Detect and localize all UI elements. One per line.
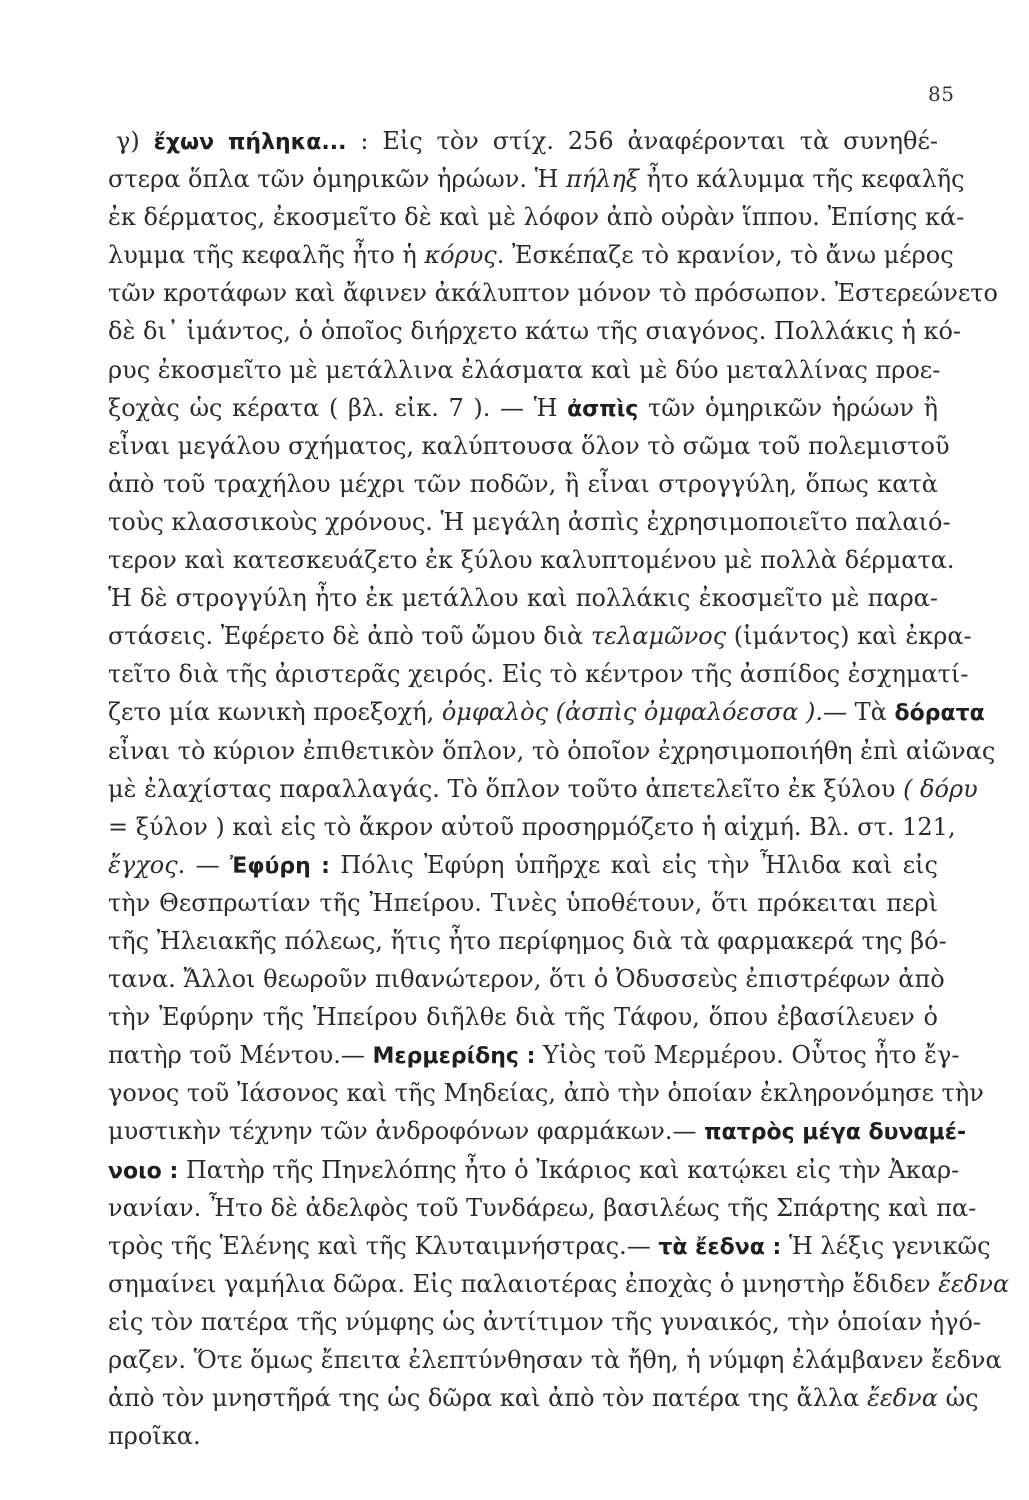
glossary-term: νοιο : xyxy=(108,1158,179,1184)
text-line xyxy=(108,1036,960,1074)
text-line xyxy=(108,541,955,579)
text-segment: = ξύλον ) καὶ εἰς τὸ ἄκρον αὐτοῦ προσηρμόζετο ἡ αἰχμή. Βλ. στ. 121, xyxy=(108,812,956,841)
text-line xyxy=(108,160,965,198)
text-segment: τῶν ὁμηρικῶν ἡρώων ἢ xyxy=(638,393,938,422)
text-segment: τῆς Ἠλειακῆς πόλεως, ἥτις ἦτο περίφημος διὰ τὰ φαρμακερά της βό- xyxy=(108,926,947,955)
italic-word: πήληξ xyxy=(566,165,639,194)
text-segment: δὲ δι᾽ ἱμάντος, ὁ ὁποῖος διήρχετο κάτω τῆς σιαγόνος. Πολλάκις ἡ κό- xyxy=(108,317,962,346)
text-segment: ὡς xyxy=(937,1384,979,1413)
text-line xyxy=(108,465,938,503)
text-segment: . — xyxy=(177,850,230,879)
text-segment: Πόλις Ἐφύρη ὑπῆρχε καὶ εἰς τὴν Ἦλιδα καὶ εἰς xyxy=(329,850,938,879)
text-segment: : Εἰς τὸν στίχ. 256 ἀναφέρονται τὰ συνηθέ- xyxy=(346,127,938,155)
text-line xyxy=(108,1074,984,1112)
text-line xyxy=(108,389,938,427)
text-segment: Ἡ λέξις γενικῶς xyxy=(781,1231,991,1260)
text-segment: ἐκ δέρματος, ἐκοσμεῖτο δὲ καὶ μὲ λόφον ἀπὸ οὐρὰν ἵππου. Ἐπίσης κά- xyxy=(108,203,965,232)
text-line xyxy=(108,122,938,160)
text-segment: πατὴρ τοῦ Μέντου.— xyxy=(108,1041,373,1070)
text-segment: τὴν Ἐφύρην τῆς Ἠπείρου διῆλθε διὰ τῆς Τάφου, ὅπου ἐβασίλευεν ὁ xyxy=(108,1003,938,1032)
text-line xyxy=(108,1417,938,1455)
italic-word: ἔεδνα xyxy=(938,1269,1010,1298)
text-line xyxy=(108,312,962,350)
italic-word: κόρυς xyxy=(424,241,497,270)
text-line xyxy=(108,808,956,846)
text-segment: ζετο μία κωνικὴ προεξοχή, xyxy=(108,698,442,727)
text-segment: ρυς ἐκοσμεῖτο μὲ μετάλλινα ἐλάσματα καὶ μὲ δύο μεταλλίνας προε- xyxy=(108,355,941,384)
text-segment: τὴν Θεσπρωτίαν τῆς Ἠπείρου. Τινὲς ὑποθέτουν, ὅτι πρόκειται περὶ xyxy=(108,888,938,917)
text-segment: εἶναι τὸ κύριον ἐπιθετικὸν ὅπλον, τὸ ὁποῖον ἐχρησιμοποιήθη ἐπὶ αἰῶνας xyxy=(108,736,996,765)
glossary-term: τὰ ἔεδνα : xyxy=(658,1234,782,1260)
text-segment: σημαίνει γαμήλια δῶρα. Εἰς παλαιοτέρας ἐποχὰς ὁ μνηστὴρ ἔδιδεν xyxy=(108,1269,939,1298)
text-segment: (ἱμάντος) καὶ ἐκρα- xyxy=(726,622,972,651)
text-line xyxy=(108,617,972,655)
glossary-term: Ἐφύρη : xyxy=(229,853,330,879)
text-segment: — Τὰ xyxy=(823,698,895,727)
text-line xyxy=(108,770,978,808)
text-line xyxy=(108,274,998,312)
text-line xyxy=(108,922,947,960)
text-segment: τρὸς τῆς Ἑλένης καὶ τῆς Κλυταιμνήστρας.— xyxy=(108,1231,659,1260)
commentary-text xyxy=(108,122,1010,1455)
text-line xyxy=(108,1151,960,1189)
text-line xyxy=(108,960,945,998)
text-segment: γονος τοῦ Ἰάσονος καὶ τῆς Μηδείας, ἀπὸ τὴν ὁποίαν ἐκληρονόμησε τὴν xyxy=(108,1079,984,1108)
text-line xyxy=(108,1189,977,1227)
text-segment: Υἱὸς τοῦ Μερμέρου. Οὗτος ἦτο ἔγ- xyxy=(535,1041,960,1070)
glossary-term: πατρὸς μέγα δυναμέ- xyxy=(704,1120,967,1146)
text-segment: μὲ ἐλαχίστας παραλλαγάς. Τὸ ὅπλον τοῦτο ἀπετελεῖτο ἐκ ξύλου xyxy=(108,774,904,803)
italic-word: ὀμφαλὸς (ἀσπὶς ὀμφαλόεσσα ). xyxy=(441,698,824,727)
text-segment: εἰς τὸν πατέρα τῆς νύμφης ὡς ἀντίτιμον τῆς γυναικός, τὴν ὁποίαν ἠγό- xyxy=(108,1307,982,1336)
text-line xyxy=(108,351,941,389)
text-line xyxy=(108,998,938,1036)
text-line xyxy=(108,884,938,922)
text-segment: Ἡ δὲ στρογγύλη ἦτο ἐκ μετάλλου καὶ πολλάκις ἐκοσμεῖτο μὲ παρα- xyxy=(108,584,938,613)
text-segment: τοὺς κλασσικοὺς χρόνους. Ἡ μεγάλη ἀσπὶς ἐχρησιμοποιεῖτο παλαιό- xyxy=(108,507,951,536)
text-line xyxy=(108,655,969,693)
text-segment: τῶν κροτάφων καὶ ἄφινεν ἀκάλυπτον μόνον τὸ πρόσωπον. Ἐστερεώνετο xyxy=(108,279,998,308)
text-line xyxy=(108,236,954,274)
text-segment: γ) xyxy=(116,127,154,155)
text-line xyxy=(108,693,985,731)
text-line xyxy=(108,503,951,541)
text-segment: ἀπὸ τοῦ τραχήλου μέχρι τῶν ποδῶν, ἢ εἶναι στρογγύλη, ὅπως κατὰ xyxy=(108,469,938,498)
italic-word: ἔγχος xyxy=(108,850,178,879)
text-line xyxy=(108,427,950,465)
text-line xyxy=(108,846,938,884)
text-line xyxy=(108,1265,1010,1303)
italic-word: ( δόρυ xyxy=(903,774,978,803)
text-segment: στερα ὅπλα τῶν ὁμηρικῶν ἡρώων. Ἡ xyxy=(108,165,567,194)
text-segment: νανίαν. Ἦτο δὲ ἀδελφὸς τοῦ Τυνδάρεω, βασιλέως τῆς Σπάρτης καὶ πα- xyxy=(108,1193,977,1222)
text-segment: εἶναι μεγάλου σχήματος, καλύπτουσα ὅλον τὸ σῶμα τοῦ πολεμιστοῦ xyxy=(108,431,950,460)
text-line xyxy=(108,1227,991,1265)
text-line xyxy=(108,732,996,770)
text-line xyxy=(108,1379,979,1417)
text-segment: ἦτο κάλυμμα τῆς κεφαλῆς xyxy=(639,165,965,194)
text-segment: ξοχὰς ὡς κέρατα ( βλ. εἰκ. 7 ). — Ἡ xyxy=(108,393,568,422)
text-segment: τεῖτο διὰ τῆς ἀριστερᾶς χειρός. Εἰς τὸ κέντρον τῆς ἀσπίδος ἐσχηματί- xyxy=(108,660,969,689)
glossary-term: δόρατα xyxy=(894,701,985,727)
text-line xyxy=(108,1341,1002,1379)
text-segment: . Ἐσκέπαζε τὸ κρανίον, τὸ ἄνω μέρος xyxy=(496,241,954,270)
glossary-term: Μερμερίδης : xyxy=(372,1044,536,1070)
text-segment: τερον καὶ κατεσκευάζετο ἐκ ξύλου καλυπτομένου μὲ πολλὰ δέρματα. xyxy=(108,546,955,575)
text-segment: στάσεις. Ἐφέρετο δὲ ἀπὸ τοῦ ὤμου διὰ xyxy=(108,622,591,651)
text-segment: Πατὴρ τῆς Πηνελόπης ἦτο ὁ Ἰκάριος καὶ κατῴκει εἰς τὴν Ἀκαρ- xyxy=(178,1155,960,1184)
text-segment: μυστικὴν τέχνην τῶν ἀνδροφόνων φαρμάκων.— xyxy=(108,1117,705,1146)
text-line xyxy=(108,1112,967,1150)
text-segment: λυμμα τῆς κεφαλῆς ἦτο ἡ xyxy=(108,241,425,270)
glossary-term: ἀσπὶς xyxy=(567,396,639,422)
text-segment: ραζεν. Ὅτε ὅμως ἔπειτα ἐλεπτύνθησαν τὰ ἤθη, ἡ νύμφη ἐλάμβανεν ἔεδνα xyxy=(108,1346,1002,1374)
page-number: 85 xyxy=(928,82,955,106)
text-line xyxy=(108,579,938,617)
text-line xyxy=(108,1303,982,1341)
italic-word: τελαμῶνος xyxy=(590,622,727,651)
text-segment: τανα. Ἄλλοι θεωροῦν πιθανώτερον, ὅτι ὁ Ὀδυσσεὺς ἐπιστρέφων ἀπὸ xyxy=(108,965,945,994)
text-segment: ἀπὸ τὸν μνηστῆρά της ὡς δῶρα καὶ ἀπὸ τὸν πατέρα της ἄλλα xyxy=(108,1384,867,1413)
text-line xyxy=(108,198,965,236)
text-segment: προῖκα. xyxy=(108,1422,201,1451)
glossary-term: ἔχων πήληκα... xyxy=(153,130,347,155)
italic-word: ἔεδνα xyxy=(866,1384,938,1413)
